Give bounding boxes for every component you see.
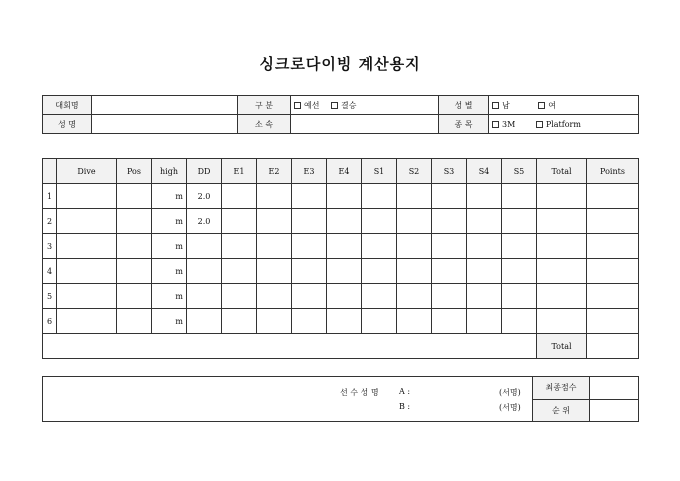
final-score-label: 최종점수	[533, 377, 590, 400]
score-cell[interactable]	[57, 284, 117, 309]
score-cell[interactable]	[432, 259, 467, 284]
score-cell[interactable]	[117, 284, 152, 309]
score-header-cell: E2	[257, 159, 292, 184]
total-label: Total	[537, 334, 587, 359]
athlete-a-label: A :	[399, 387, 411, 396]
score-cell[interactable]	[537, 259, 587, 284]
score-cell[interactable]	[257, 309, 292, 334]
gender-options	[489, 96, 639, 115]
event-label: 종 목	[439, 115, 489, 134]
score-cell[interactable]	[362, 259, 397, 284]
score-cell[interactable]	[222, 184, 257, 209]
name-label: 성 명	[43, 115, 92, 134]
score-row	[43, 259, 639, 284]
score-cell[interactable]	[327, 309, 362, 334]
total-value[interactable]	[587, 334, 639, 359]
score-cell[interactable]	[222, 234, 257, 259]
event-option-3m[interactable]: 3M	[492, 120, 515, 129]
score-header-cell: DD	[187, 159, 222, 184]
sign-b-label[interactable]: (서명)	[499, 403, 521, 412]
score-cell[interactable]	[432, 284, 467, 309]
height-cell[interactable]: m	[152, 284, 187, 309]
score-cell[interactable]	[117, 209, 152, 234]
name-field[interactable]	[92, 115, 238, 134]
score-cell[interactable]	[502, 284, 537, 309]
score-cell[interactable]	[362, 284, 397, 309]
score-cell[interactable]	[467, 209, 502, 234]
score-cell[interactable]	[292, 309, 327, 334]
athlete-b-label: B :	[399, 402, 411, 411]
division-option-prelim[interactable]: 예선	[294, 100, 319, 111]
score-cell[interactable]	[502, 259, 537, 284]
score-row	[43, 284, 639, 309]
score-header-cell: Pos	[117, 159, 152, 184]
score-cell[interactable]	[257, 184, 292, 209]
rank-field[interactable]	[590, 399, 639, 422]
event-option-platform[interactable]: Platform	[536, 120, 581, 129]
score-cell[interactable]	[257, 284, 292, 309]
row-number: 3	[43, 234, 57, 259]
score-header-cell: S1	[362, 159, 397, 184]
score-cell[interactable]	[117, 184, 152, 209]
total-spacer	[43, 334, 537, 359]
final-score-field[interactable]	[590, 377, 639, 400]
info-table	[42, 95, 639, 134]
score-header-cell: S2	[397, 159, 432, 184]
score-cell[interactable]	[362, 309, 397, 334]
tournament-field[interactable]	[92, 96, 238, 115]
checkbox-icon	[331, 102, 338, 109]
score-cell[interactable]	[537, 234, 587, 259]
score-cell[interactable]	[257, 209, 292, 234]
score-cell[interactable]	[587, 209, 639, 234]
score-header-cell: Dive	[57, 159, 117, 184]
score-cell[interactable]	[57, 184, 117, 209]
score-cell[interactable]	[432, 184, 467, 209]
score-cell[interactable]	[397, 259, 432, 284]
score-table	[42, 158, 639, 359]
score-cell[interactable]	[257, 234, 292, 259]
checkbox-icon	[492, 102, 499, 109]
dd-cell[interactable]: 2.0	[187, 209, 222, 234]
checkbox-icon	[294, 102, 301, 109]
score-cell[interactable]	[537, 284, 587, 309]
score-row	[43, 209, 639, 234]
score-cell[interactable]	[502, 209, 537, 234]
row-number: 6	[43, 309, 57, 334]
division-label: 구 분	[238, 96, 291, 115]
score-cell[interactable]	[537, 184, 587, 209]
score-cell[interactable]	[397, 309, 432, 334]
score-header-cell: Total	[537, 159, 587, 184]
athlete-name-label: 선 수 성 명	[340, 388, 379, 397]
score-cell[interactable]	[327, 234, 362, 259]
score-cell[interactable]	[467, 309, 502, 334]
score-cell[interactable]	[432, 209, 467, 234]
division-option-final[interactable]: 결승	[331, 100, 356, 111]
score-cell[interactable]	[362, 209, 397, 234]
score-cell[interactable]	[57, 259, 117, 284]
height-cell[interactable]: m	[152, 184, 187, 209]
score-cell[interactable]	[327, 184, 362, 209]
score-header-cell: Points	[587, 159, 639, 184]
event-options	[489, 115, 639, 134]
score-cell[interactable]	[467, 184, 502, 209]
score-cell[interactable]	[537, 309, 587, 334]
score-cell[interactable]	[587, 234, 639, 259]
gender-label: 성 별	[439, 96, 489, 115]
affiliation-label: 소 속	[238, 115, 291, 134]
rank-label: 순 위	[533, 399, 590, 422]
score-cell[interactable]	[467, 234, 502, 259]
sign-a-label[interactable]: (서명)	[499, 388, 521, 397]
score-cell[interactable]	[292, 184, 327, 209]
score-cell[interactable]	[117, 234, 152, 259]
score-cell[interactable]	[587, 284, 639, 309]
checkbox-icon	[538, 102, 545, 109]
score-cell[interactable]	[502, 309, 537, 334]
gender-option-female[interactable]: 여	[538, 100, 556, 111]
score-cell[interactable]	[362, 234, 397, 259]
signature-table	[42, 376, 639, 422]
row-number: 1	[43, 184, 57, 209]
score-cell[interactable]	[327, 209, 362, 234]
score-header-cell: E4	[327, 159, 362, 184]
score-cell[interactable]	[222, 284, 257, 309]
score-cell[interactable]	[222, 309, 257, 334]
score-header-cell: E3	[292, 159, 327, 184]
score-cell[interactable]	[432, 234, 467, 259]
height-cell[interactable]: m	[152, 309, 187, 334]
score-cell[interactable]	[292, 259, 327, 284]
score-cell[interactable]	[57, 209, 117, 234]
signature-area	[43, 377, 533, 422]
row-number: 5	[43, 284, 57, 309]
row-number: 4	[43, 259, 57, 284]
affiliation-field[interactable]	[291, 115, 439, 134]
score-header-cell: E1	[222, 159, 257, 184]
division-options	[291, 96, 439, 115]
score-cell[interactable]	[467, 259, 502, 284]
height-cell[interactable]: m	[152, 259, 187, 284]
gender-option-male[interactable]: 남	[492, 100, 510, 111]
score-cell[interactable]	[467, 284, 502, 309]
score-cell[interactable]	[502, 234, 537, 259]
score-cell[interactable]	[362, 184, 397, 209]
dd-cell[interactable]	[187, 284, 222, 309]
page-title: 싱크로다이빙 계산용지	[259, 55, 421, 73]
score-cell[interactable]	[502, 184, 537, 209]
dd-cell[interactable]	[187, 259, 222, 284]
checkbox-icon	[492, 121, 499, 128]
checkbox-icon	[536, 121, 543, 128]
score-header-cell: S5	[502, 159, 537, 184]
score-cell[interactable]	[117, 309, 152, 334]
score-header-cell	[43, 159, 57, 184]
score-cell[interactable]	[327, 259, 362, 284]
info-row-1	[43, 96, 639, 115]
tournament-label: 대회명	[43, 96, 92, 115]
score-cell[interactable]	[222, 259, 257, 284]
score-cell[interactable]	[432, 309, 467, 334]
info-row-2	[43, 115, 639, 134]
score-cell[interactable]	[327, 284, 362, 309]
score-cell[interactable]	[397, 209, 432, 234]
dd-cell[interactable]	[187, 234, 222, 259]
score-cell[interactable]	[117, 259, 152, 284]
height-cell[interactable]: m	[152, 209, 187, 234]
dd-cell[interactable]: 2.0	[187, 184, 222, 209]
score-header-cell: high	[152, 159, 187, 184]
score-row	[43, 234, 639, 259]
score-cell[interactable]	[57, 234, 117, 259]
score-cell[interactable]	[57, 309, 117, 334]
score-cell[interactable]	[537, 209, 587, 234]
score-cell[interactable]	[257, 259, 292, 284]
score-header-cell: S4	[467, 159, 502, 184]
score-header-row	[43, 159, 639, 184]
score-header-cell: S3	[432, 159, 467, 184]
signature-row-1	[43, 377, 639, 400]
row-number: 2	[43, 209, 57, 234]
score-cell[interactable]	[292, 284, 327, 309]
score-cell[interactable]	[397, 234, 432, 259]
score-cell[interactable]	[397, 284, 432, 309]
total-row	[43, 334, 639, 359]
score-cell[interactable]	[397, 184, 432, 209]
score-cell[interactable]	[587, 309, 639, 334]
dd-cell[interactable]	[187, 309, 222, 334]
score-cell[interactable]	[292, 234, 327, 259]
score-row	[43, 184, 639, 209]
score-cell[interactable]	[292, 209, 327, 234]
score-cell[interactable]	[587, 184, 639, 209]
score-row	[43, 309, 639, 334]
score-cell[interactable]	[587, 259, 639, 284]
height-cell[interactable]: m	[152, 234, 187, 259]
score-cell[interactable]	[222, 209, 257, 234]
